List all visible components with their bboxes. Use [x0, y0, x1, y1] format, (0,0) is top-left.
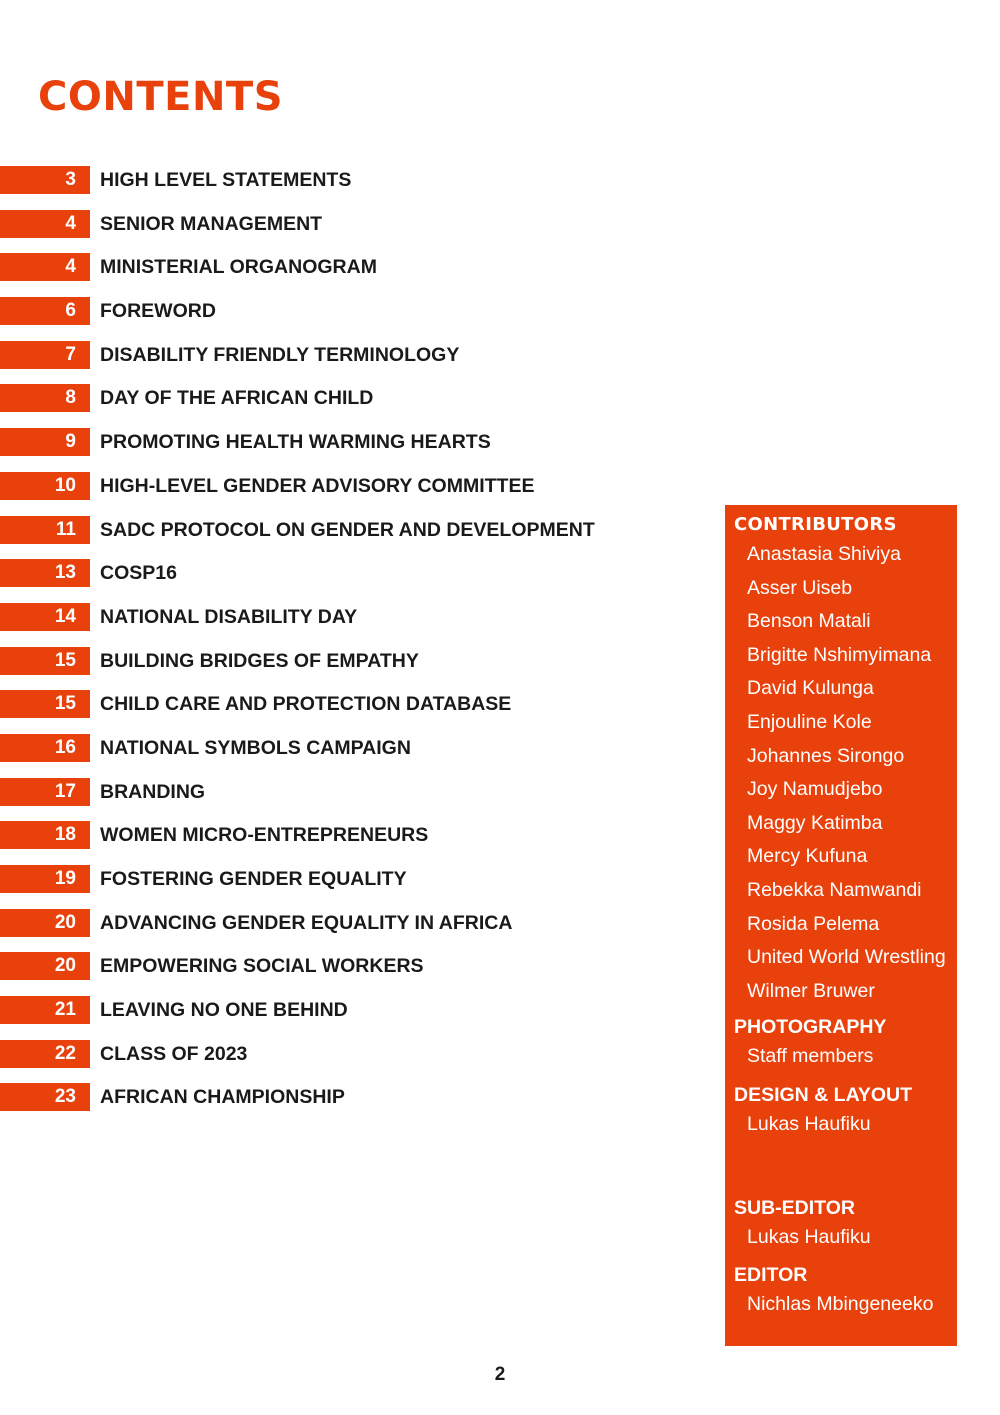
toc-entry [0, 778, 700, 806]
contributor-name: Asser Uiseb [747, 576, 853, 599]
toc-entry [0, 690, 700, 718]
toc-entry [0, 821, 700, 849]
toc-page-number: 10 [0, 472, 90, 500]
toc-page-number: 8 [0, 384, 90, 412]
toc-page-number: 14 [0, 603, 90, 631]
editor-heading: EDITOR [734, 1264, 808, 1287]
toc-page-number: 15 [0, 690, 90, 718]
toc-entry [0, 603, 700, 631]
contributor-name: Rosida Pelema [747, 912, 880, 935]
toc-entry-title: MINISTERIAL ORGANOGRAM [100, 256, 377, 279]
toc-page-number: 17 [0, 778, 90, 806]
toc-entry-title: AFRICAN CHAMPIONSHIP [100, 1086, 345, 1109]
toc-page-number: 19 [0, 865, 90, 893]
toc-entry-title: HIGH-LEVEL GENDER ADVISORY COMMITTEE [100, 474, 535, 497]
toc-entry [0, 428, 700, 456]
toc-entry [0, 734, 700, 762]
toc-entry [0, 166, 700, 194]
toc-entry [0, 909, 700, 937]
toc-entry [0, 865, 700, 893]
contributor-name: Enjouline Kole [747, 710, 872, 733]
toc-entry [0, 647, 700, 675]
toc-page-number: 23 [0, 1083, 90, 1111]
contributor-name: Wilmer Bruwer [747, 979, 875, 1002]
design-layout-credit: Lukas Haufiku [747, 1112, 871, 1135]
table-of-contents [0, 166, 700, 1127]
toc-entry-title: LEAVING NO ONE BEHIND [100, 999, 348, 1022]
toc-entry [0, 210, 700, 238]
toc-entry-title: CLASS OF 2023 [100, 1042, 248, 1065]
sub-editor-credit: Lukas Haufiku [747, 1225, 871, 1248]
contributor-name: David Kulunga [747, 677, 874, 700]
toc-page-number: 16 [0, 734, 90, 762]
toc-entry [0, 1083, 700, 1111]
toc-entry-title: PROMOTING HEALTH WARMING HEARTS [100, 431, 491, 454]
toc-entry [0, 472, 700, 500]
toc-page-number: 3 [0, 166, 90, 194]
toc-entry-title: NATIONAL DISABILITY DAY [100, 605, 358, 628]
toc-entry [0, 253, 700, 281]
toc-entry-title: ADVANCING GENDER EQUALITY IN AFRICA [100, 911, 513, 934]
toc-page-number: 7 [0, 341, 90, 369]
toc-entry-title: HIGH LEVEL STATEMENTS [100, 169, 352, 191]
toc-entry-title: BUILDING BRIDGES OF EMPATHY [100, 649, 419, 672]
page-title: CONTENTS [38, 74, 284, 120]
contributor-name: Brigitte Nshimyimana [747, 643, 932, 666]
toc-entry-title: SENIOR MANAGEMENT [100, 212, 323, 235]
toc-entry-title: WOMEN MICRO-ENTREPRENEURS [100, 824, 429, 847]
contributors-list [725, 538, 957, 1008]
toc-entry-title: FOSTERING GENDER EQUALITY [100, 868, 407, 890]
toc-entry [0, 559, 700, 587]
toc-entry-title: CHILD CARE AND PROTECTION DATABASE [100, 693, 512, 716]
toc-entry-title: NATIONAL SYMBOLS CAMPAIGN [100, 736, 411, 759]
toc-entry [0, 341, 700, 369]
contributor-name: Rebekka Namwandi [747, 878, 922, 901]
toc-entry-title: DISABILITY FRIENDLY TERMINOLOGY [100, 343, 460, 366]
credits-panel [725, 505, 957, 1346]
contributor-name: Anastasia Shiviya [747, 543, 901, 565]
toc-entry-title: COSP16 [100, 562, 177, 585]
toc-page-number: 18 [0, 821, 90, 849]
toc-entry-title: FOREWORD [100, 300, 216, 323]
toc-page-number: 11 [0, 516, 90, 544]
toc-entry [0, 384, 700, 412]
toc-entry [0, 297, 700, 325]
toc-entry [0, 996, 700, 1024]
toc-entry [0, 952, 700, 980]
design-layout-heading: DESIGN & LAYOUT [734, 1083, 913, 1106]
toc-entry-title: DAY OF THE AFRICAN CHILD [100, 387, 374, 410]
contributor-name: Johannes Sirongo [747, 744, 905, 767]
toc-page-number: 13 [0, 559, 90, 587]
toc-entry-title: EMPOWERING SOCIAL WORKERS [100, 955, 424, 978]
toc-page-number: 4 [0, 210, 90, 238]
toc-page-number: 4 [0, 253, 90, 281]
toc-page-number: 22 [0, 1040, 90, 1068]
contributor-name: Benson Matali [747, 610, 871, 633]
editor-credit: Nichlas Mbingeneeko [747, 1293, 934, 1316]
toc-page-number: 20 [0, 952, 90, 980]
sub-editor-heading: SUB-EDITOR [734, 1196, 855, 1219]
page-number: 2 [494, 1364, 506, 1385]
contributors-heading: CONTRIBUTORS [734, 514, 897, 535]
toc-entry [0, 1040, 700, 1068]
photography-credit: Staff members [747, 1045, 874, 1068]
toc-page-number: 9 [0, 428, 90, 456]
contributor-name: Joy Namudjebo [747, 778, 883, 801]
toc-entry-title: SADC PROTOCOL ON GENDER AND DEVELOPMENT [100, 518, 595, 541]
toc-entry-title: BRANDING [100, 780, 206, 803]
photography-heading: PHOTOGRAPHY [734, 1016, 887, 1039]
contributor-name: United World Wrestling [747, 946, 946, 969]
toc-page-number: 20 [0, 909, 90, 937]
toc-page-number: 15 [0, 647, 90, 675]
toc-entry [0, 516, 700, 544]
toc-page-number: 21 [0, 996, 90, 1024]
contributor-name: Mercy Kufuna [747, 845, 868, 868]
toc-page-number: 6 [0, 297, 90, 325]
contributor-name: Maggy Katimba [747, 811, 883, 834]
